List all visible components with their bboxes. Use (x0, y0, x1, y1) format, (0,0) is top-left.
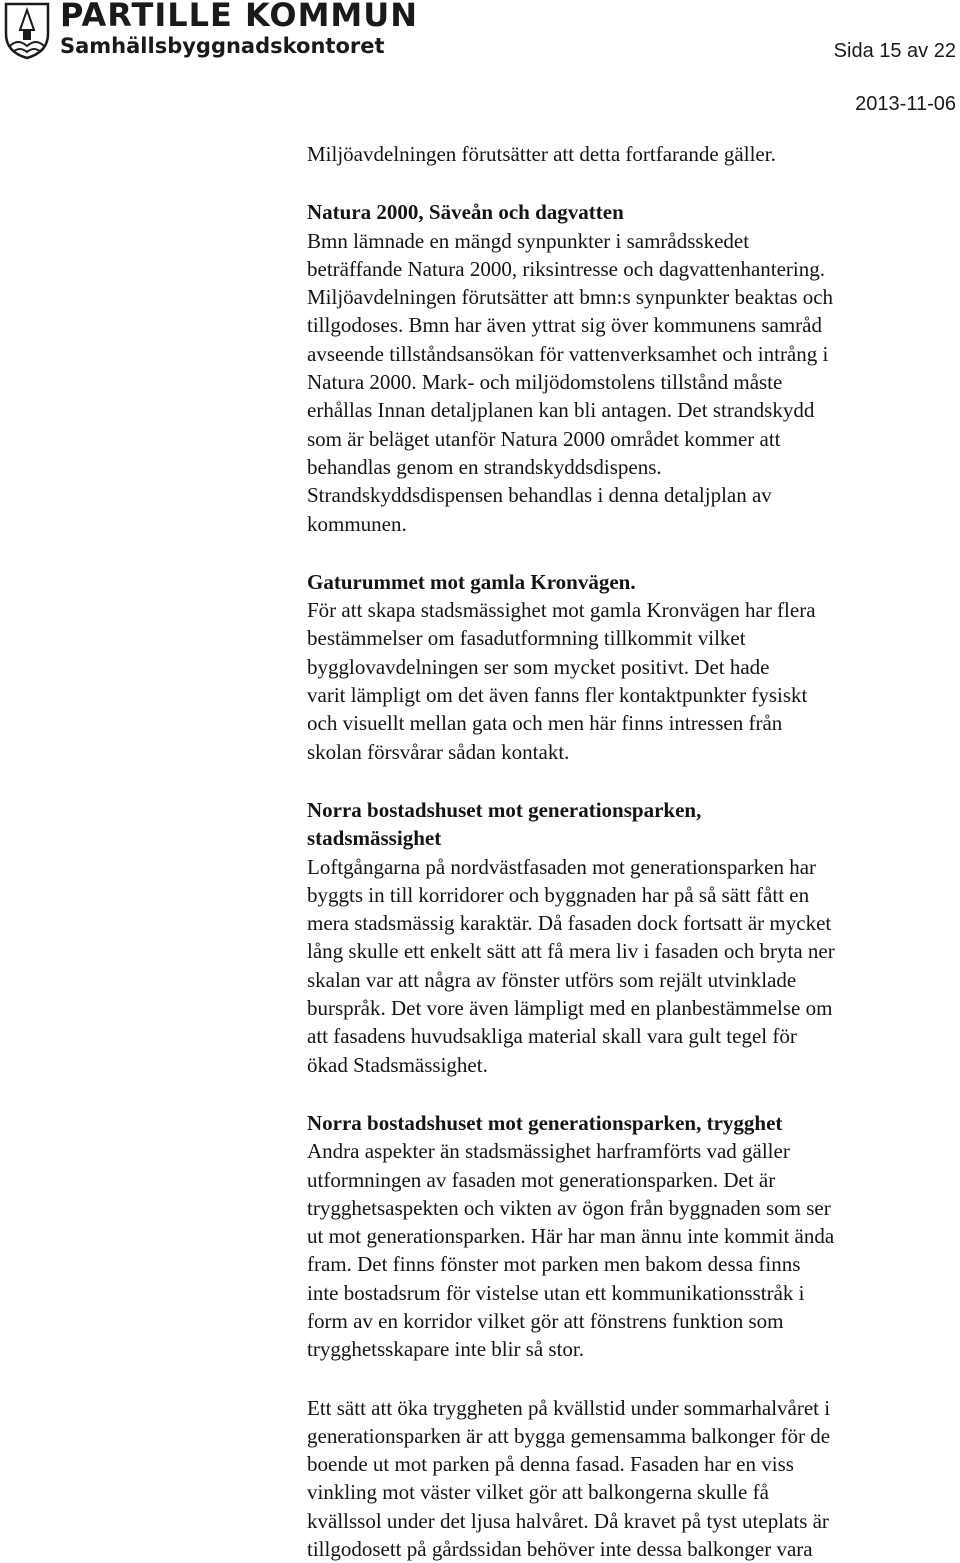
intro-paragraph: Miljöavdelningen förutsätter att detta fortfarande gäller. (307, 142, 776, 166)
document-date: 2013-11-06 (855, 93, 956, 115)
organization-name: PARTILLE KOMMUN (60, 0, 419, 34)
document-body (307, 140, 957, 1563)
section-heading: Natura 2000, Säveån och dagvatten (307, 200, 624, 225)
section-text: Andra aspekter än stadsmässighet harframförts vad gäller utformningen av fasaden mot generationsparken. Det är trygghetsaspekten och vikten av ögon från byggnaden som ser ut mot generationsparken. Här har man ännu inte kommit ända fram. Det finns fönster mot parken men bakom dessa finns inte bostadsrum för vistelse utan ett kommunikationsstråk i form av en korridor vilket gör att fönstrens funktion som trygghetsskapare inte blir så stor. (307, 1139, 835, 1362)
section-heading: Gaturummet mot gamla Kronvägen. (307, 569, 636, 594)
section-text: För att skapa stadsmässighet mot gamla Kronvägen har flera bestämmelser om fasadutformning tillkommit vilket bygglovavdelningen ser som mycket positivt. Det hade varit lämpligt om det även fanns fler kontaktpunkter fysiskt och visuellt mellan gata och men här finns intressen från skolan försvårar sådan kontakt. (307, 598, 816, 764)
section-text: Bmn lämnade en mängd synpunkter i samrådsskedet beträffande Natura 2000, riksintresse och dagvattenhantering. Miljöavdelningen förutsätter att bmn:s synpunkter beaktas och tillgodoses. Bmn har även yttrat sig över kommunens samråd avseende tillståndsansökan för vattenverksamhet och intrång i Natura 2000. Mark- och miljödomstolens tillstånd måste erhållas Innan detaljplanen kan bli antagen. Det strandskydd som är beläget utanför Natura 2000 området kommer att behandlas genom en strandskyddsdispens. Strandskyddsdispensen behandlas i denna detaljplan av kommunen. (307, 228, 834, 536)
section-heading: Norra bostadshuset mot generationsparken, stadsmässighet (307, 797, 702, 851)
page-number: Sida 15 av 22 (833, 40, 956, 62)
section-text: Loftgångarna på nordvästfasaden mot generationsparken har byggts in till korridorer och byggnaden har på så sätt fått en mera stadsmässig karaktär. Då fasaden dock fortsatt är mycket lång skulle ett enkelt sätt att få mera liv i fasaden och bryta ner skalan var att några av fönster utförs som rejält utvinklade burspråk. Det vore även lämpligt med en planbestämmelse om att fasadens huvudsakliga material skall vara gult tegel för ökad Stadsmässighet. (307, 854, 835, 1077)
municipal-crest-icon (4, 2, 50, 60)
department-name: Samhällsbyggnadskontoret (60, 34, 385, 58)
section-heading: Norra bostadshuset mot generationsparken, trygghet (307, 1110, 783, 1135)
closing-paragraph: Ett sätt att öka tryggheten på kvällstid under sommarhalvåret i generationsparken är att bygga gemensamma balkonger för de boende ut mot parken på denna fasad. Fasaden har en viss vinkling mot väster vilket gör att balkongerna skulle få kvällssol under det ljusa halvåret. Då kravet på tyst uteplats är tillgodosett på gårdssidan behöver inte dessa balkonger vara (307, 1395, 831, 1562)
page-header (0, 0, 960, 120)
